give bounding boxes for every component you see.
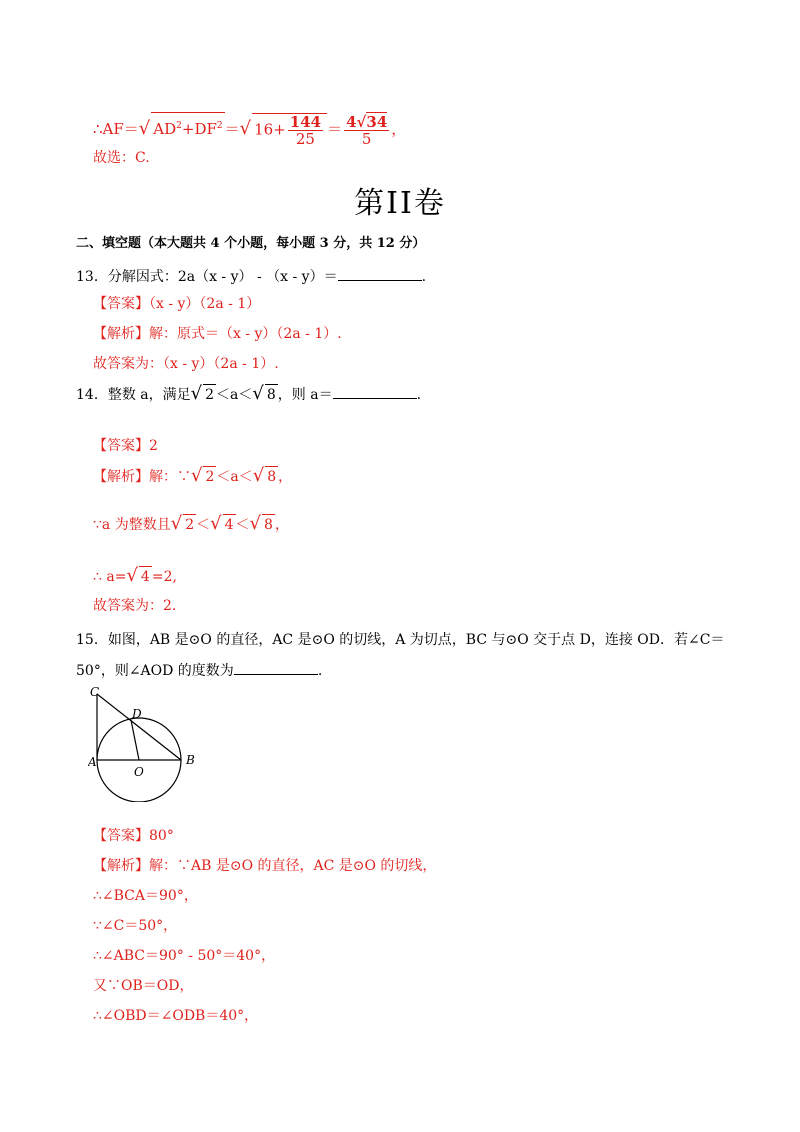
q13-answer-blank[interactable] [338, 266, 422, 281]
sqrt-icon: √ [252, 465, 265, 486]
label-d: D [132, 707, 142, 721]
q15-answer: 【答案】80° [93, 828, 174, 844]
equals-2: ＝ [327, 120, 343, 138]
label-c: C [90, 685, 100, 699]
label-b: B [186, 753, 195, 767]
segment-bc [97, 694, 181, 760]
q15-step-5: ∴∠OBD＝∠ODB＝40°， [93, 1008, 259, 1024]
fraction-144-25: $\frac{144}{25}$ [289, 112, 322, 148]
q14-line2: ∵a 为整数且√ 2 ＜√ 4 ＜√ 8 ， [93, 513, 289, 534]
sqrt-icon: √ [190, 383, 203, 404]
q15-answer-blank[interactable] [234, 660, 318, 675]
q15-step-4: 又∵OB＝OD， [93, 978, 194, 994]
label-o: O [134, 765, 144, 779]
circle-tangent-diagram [88, 682, 208, 802]
q14-line3: ∴ a=√ 4 =2, [93, 565, 177, 586]
equals-1: ＝ [224, 120, 240, 138]
select-c: 故选：C. [93, 150, 150, 166]
sqrt-icon: √ [239, 118, 252, 139]
q15-stem-2: 50°，则∠AOD 的度数为 . [76, 660, 322, 681]
sqrt-icon: √ [170, 513, 183, 534]
sqrt-icon: √ [191, 465, 203, 486]
q15-step-2: ∵∠C＝50°， [93, 918, 178, 934]
q14-stem: 14．整数 a，满足√ 2 ＜a＜√ 8 ，则 a＝ . [76, 383, 422, 404]
q15-step-1: ∴∠BCA＝90°， [93, 888, 198, 904]
af-prefix: ∴AF＝ [93, 120, 139, 138]
sqrt-icon: √ [126, 565, 138, 586]
q13-answer: 【答案】（x - y）（2a - 1） [93, 296, 261, 312]
q14-answer-blank[interactable] [333, 384, 417, 399]
af-formula: ∴AF＝√ $AD^2+DF^2$ ＝√ 16+ $\frac{144}{25}$ ＝ $\frac{4√34}{5}$ ， [93, 112, 407, 148]
q15-stem-1: 15．如图，AB 是⊙O 的直径，AC 是⊙O 的切线，A 为切点，BC 与⊙O 交于点 D，连接 OD．若∠C＝ [76, 632, 725, 648]
radicand-ad-df: $AD^2+DF^2$ [151, 112, 224, 142]
q14-analysis: 【解析】解：∵√ 2 ＜a＜√ 8 ， [93, 465, 293, 486]
q14-final: 故答案为：2. [93, 598, 177, 614]
q15-step-3: ∴∠ABC＝90° - 50°＝40°， [93, 948, 276, 964]
fraction-4sqrt34-5: $\frac{4√34}{5}$ [346, 112, 388, 148]
sqrt-icon: √ [210, 513, 222, 534]
q13-stem: 13．分解因式：2a（x - y） - （x - y）＝ . [76, 266, 426, 287]
sqrt-icon: √ [138, 118, 151, 139]
q15-analysis: 【解析】解：∵AB 是⊙O 的直径，AC 是⊙O 的切线， [93, 858, 437, 874]
part-heading: 二、填空题（本大题共 4 个小题，每小题 3 分，共 12 分） [76, 236, 426, 251]
q14-answer: 【答案】2 [93, 438, 158, 454]
q13-analysis: 【解析】解：原式＝（x - y）（2a - 1）. [93, 326, 342, 342]
radicand-16: 16+ $\frac{144}{25}$ [252, 113, 327, 147]
label-a: A [88, 755, 97, 769]
q13-final: 故答案为：（x - y）（2a - 1）. [93, 356, 279, 372]
section-title: 第II卷 [354, 186, 446, 221]
sqrt-icon: √ [249, 513, 262, 534]
sqrt-icon: √ [252, 383, 264, 404]
